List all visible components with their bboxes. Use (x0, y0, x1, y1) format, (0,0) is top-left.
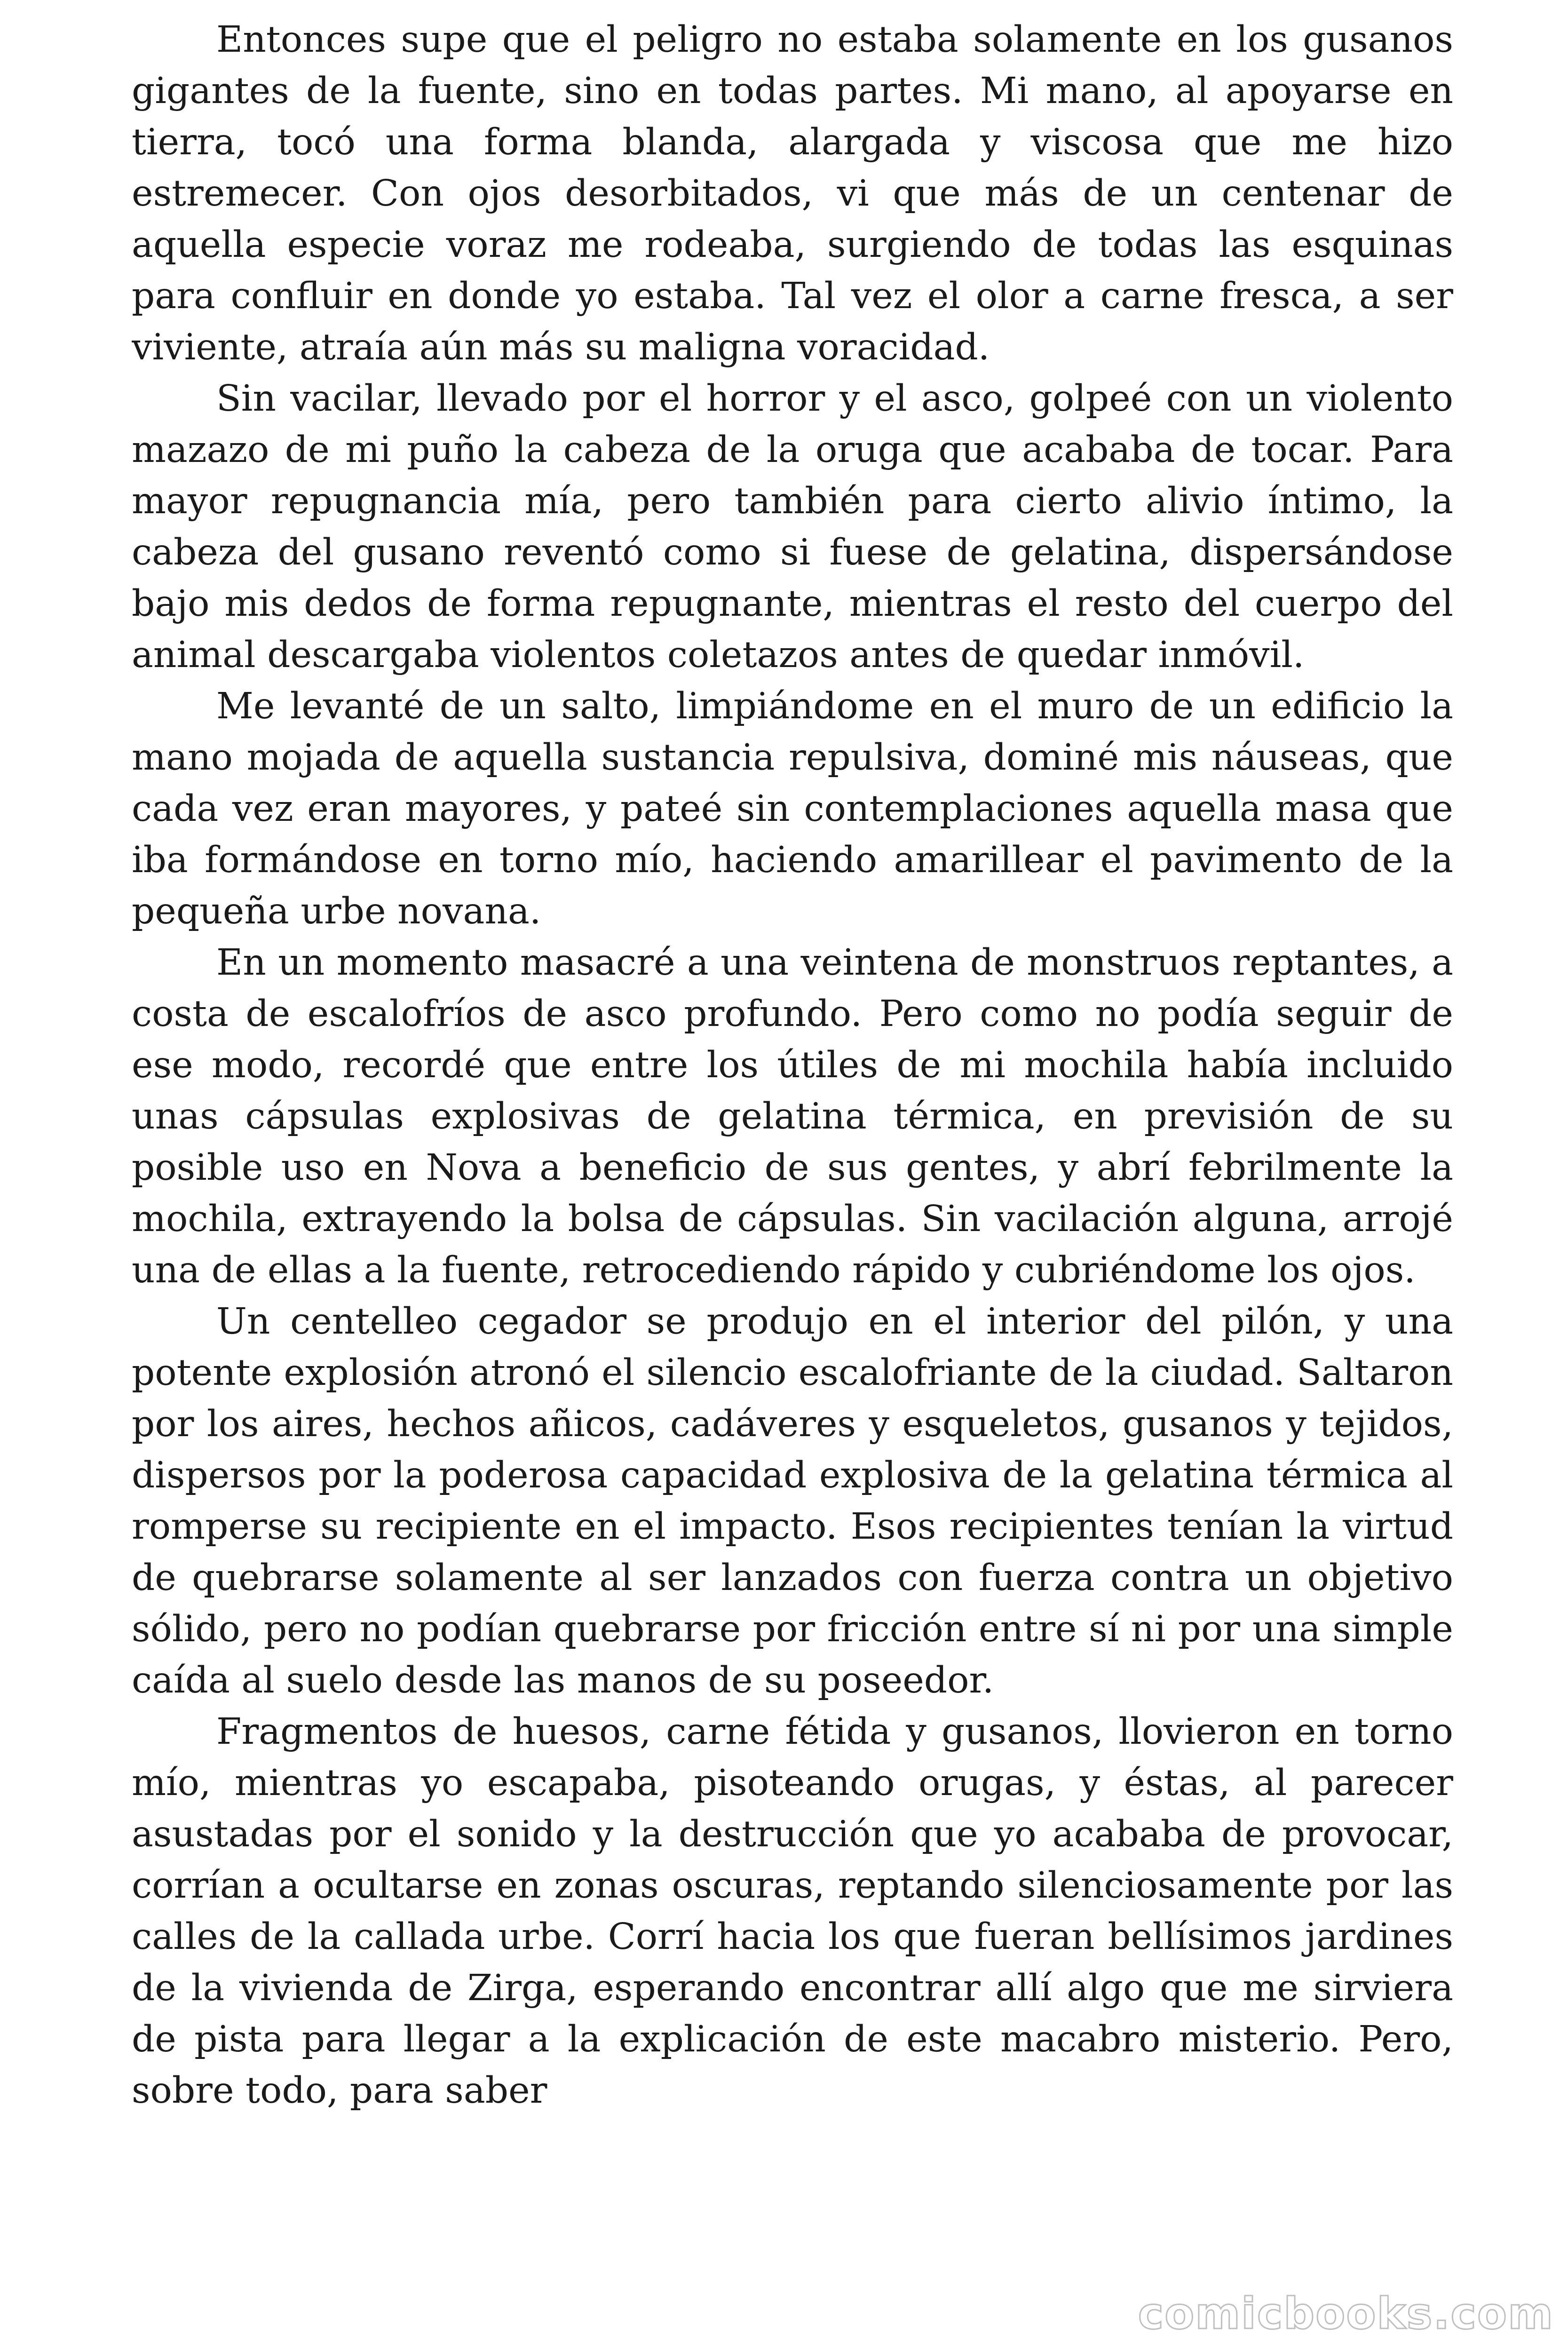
book-page (132, 14, 1453, 2333)
paragraph-6: Fragmentos de huesos, carne fétida y gusanos, llovieron en torno mío, mientras yo escapaba, pisoteando orugas, y éstas, al parecer asustadas por el sonido y la destrucción que yo acababa de provocar, corrían a ocultarse en zonas oscuras, reptando silenciosamente por las calles de la callada urbe. Corrí hacia los que fueran bellísimos jardines de la vivienda de Zirga, esperando encontrar allí algo que me sirviera de pista para llegar a la explicación de este macabro misterio. Pero, sobre todo, para saber (132, 1711, 1453, 2112)
paragraph-5: Un centelleo cegador se produjo en el interior del pilón, y una potente explosión atronó el silencio escalofriante de la ciudad. Saltaron por los aires, hechos añicos, cadáveres y esqueletos, gusanos y tejidos, dispersos por la poderosa capacidad explosiva de la gelatina térmica al romperse su recipiente en el impacto. Esos recipientes tenían la virtud de quebrarse solamente al ser lanzados con fuerza contra un objetivo sólido, pero no podían quebrarse por fricción entre sí ni por una simple caída al suelo desde las manos de su poseedor. (132, 1301, 1453, 1701)
paragraph-4: En un momento masacré a una veintena de monstruos reptantes, a costa de escalofríos de asco profundo. Pero como no podía seguir de ese modo, recordé que entre los útiles de mi mochila había incluido unas cápsulas explosivas de gelatina térmica, en previsión de su posible uso en Nova a beneficio de sus gentes, y abrí febrilmente la mochila, extrayendo la bolsa de cápsulas. Sin vacilación alguna, arrojé una de ellas a la fuente, retrocediendo rápido y cubriéndome los ojos. (132, 942, 1453, 1291)
paragraph-3: Me levanté de un salto, limpiándome en el muro de un edificio la mano mojada de aquella sustancia repulsiva, dominé mis náuseas, que cada vez eran mayores, y pateé sin contemplaciones aquella masa que iba formándose en torno mío, haciendo amarillear el pavimento de la pequeña urbe novana. (132, 685, 1453, 932)
paragraph-2: Sin vacilar, llevado por el horror y el asco, golpeé con un violento mazazo de mi puño la cabeza de la oruga que acababa de tocar. Para mayor repugnancia mía, pero también para cierto alivio íntimo, la cabeza del gusano reventó como si fuese de gelatina, dispersándose bajo mis dedos de forma repugnante, mientras el resto del cuerpo del animal descargaba violentos coletazos antes de quedar inmóvil. (132, 378, 1453, 676)
paragraph-1: Entonces supe que el peligro no estaba solamente en los gusanos gigantes de la fuente, sino en todas partes. Mi mano, al apoyarse en tierra, tocó una forma blanda, alargada y viscosa que me hizo estremecer. Con ojos desorbitados, vi que más de un centenar de aquella especie voraz me rodeaba, surgiendo de todas las esquinas para confluir en donde yo estaba. Tal vez el olor a carne fresca, a ser viviente, atraía aún más su maligna voracidad. (132, 19, 1453, 368)
watermark: comicbooks.com (1138, 2288, 1554, 2339)
